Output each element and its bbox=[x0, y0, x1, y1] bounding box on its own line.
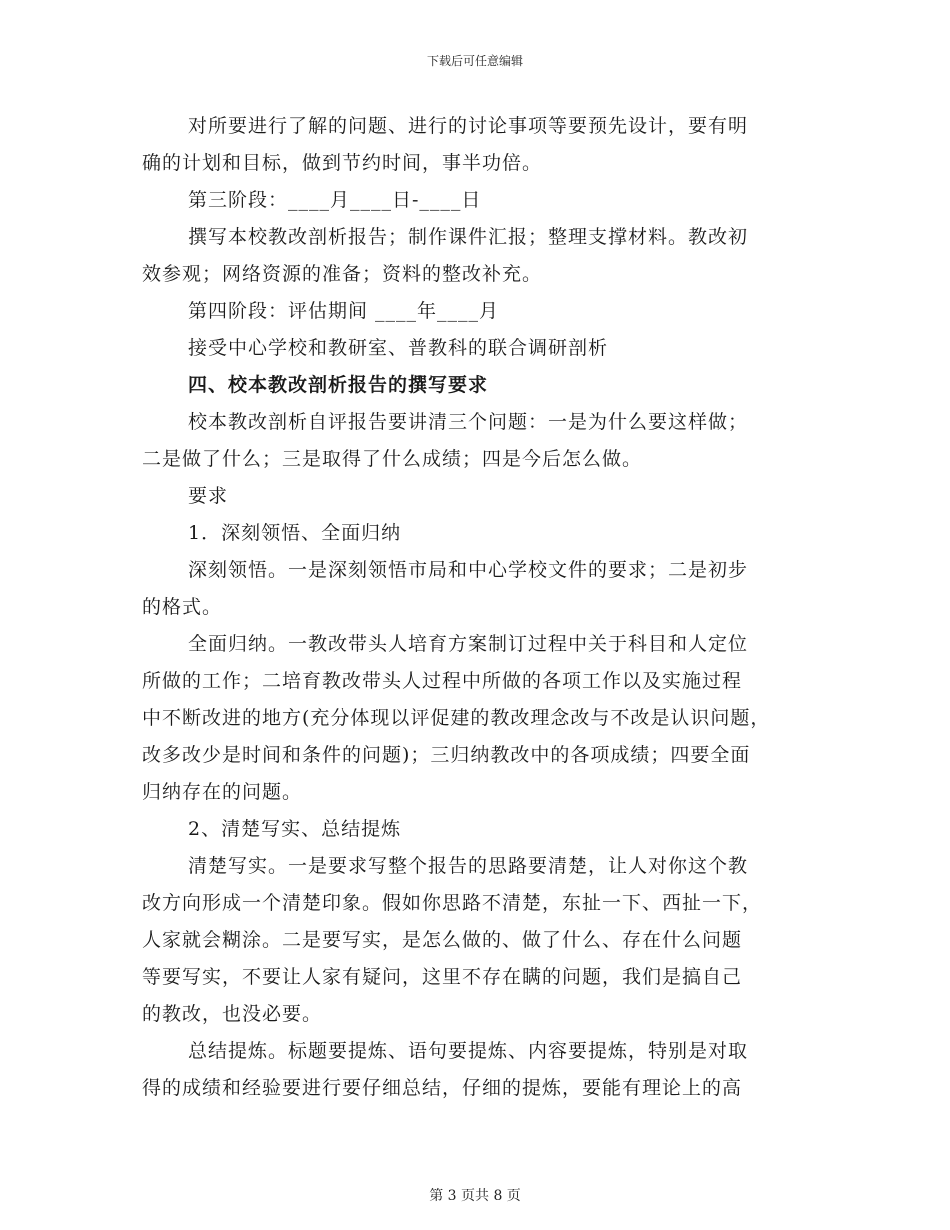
text-line: 第三阶段：____月____日-____日 bbox=[188, 189, 482, 211]
text-line: 效参观；网络资源的准备；资料的整改补充。 bbox=[142, 263, 543, 285]
text-line: 深刻领悟。一是深刻领悟市局和中心学校文件的要求；二是初步 bbox=[188, 559, 749, 581]
page-header: 下载后可任意编辑 bbox=[426, 54, 523, 68]
text-line: 改方向形成一个清楚印象。假如你思路不清楚，东扯一下、西扯一下， bbox=[142, 892, 763, 914]
text-line: 撰写本校教改剖析报告；制作课件汇报；整理支撑材料。教改初 bbox=[188, 226, 749, 248]
text-line: 对所要进行了解的问题、进行的讨论事项等要预先设计，要有明 bbox=[188, 115, 749, 137]
text-line: 的教改，也没必要。 bbox=[142, 1003, 323, 1025]
text-line: 总结提炼。标题要提炼、语句要提炼、内容要提炼，特别是对取 bbox=[188, 1040, 749, 1062]
section-heading: 四、校本教改剖析报告的撰写要求 bbox=[188, 374, 489, 396]
text-line: 要求 bbox=[188, 485, 229, 507]
text-line: 2、清楚写实、总结提炼 bbox=[188, 818, 402, 840]
text-line: 得的成绩和经验要进行要仔细总结，仔细的提炼，要能有理论上的高 bbox=[142, 1077, 743, 1099]
text-line: 确的计划和目标，做到节约时间，事半功倍。 bbox=[142, 152, 543, 174]
text-line: 接受中心学校和教研室、普教科的联合调研剖析 bbox=[188, 337, 609, 359]
text-line: 所做的工作；二培育教改带头人过程中所做的各项工作以及实施过程 bbox=[142, 670, 743, 692]
text-line: 全面归纳。一教改带头人培育方案制订过程中关于科目和人定位 bbox=[188, 633, 749, 655]
text-line: 改多改少是时间和条件的问题)；三归纳教改中的各项成绩；四要全面 bbox=[142, 744, 751, 766]
text-line: 归纳存在的问题。 bbox=[142, 781, 303, 803]
document-body bbox=[142, 108, 810, 1107]
text-line: 等要写实，不要让人家有疑问，这里不存在瞒的问题，我们是搞自己 bbox=[142, 966, 743, 988]
text-line: 校本教改剖析自评报告要讲清三个问题：一是为什么要这样做； bbox=[188, 411, 749, 433]
page-footer: 第 3 页共 8 页 bbox=[429, 1188, 521, 1204]
text-line: 1．深刻领悟、全面归纳 bbox=[188, 522, 402, 544]
text-line: 人家就会糊涂。二是要写实，是怎么做的、做了什么、存在什么问题 bbox=[142, 929, 743, 951]
text-line: 中不断改进的地方(充分体现以评促建的教改理念改与不改是认识问题， bbox=[142, 707, 771, 729]
text-line: 二是做了什么；三是取得了什么成绩；四是今后怎么做。 bbox=[142, 448, 643, 470]
text-line: 清楚写实。一是要求写整个报告的思路要清楚，让人对你这个教 bbox=[188, 855, 749, 877]
text-line: 第四阶段：评估期间 ____年____月 bbox=[188, 300, 500, 322]
text-line: 的格式。 bbox=[142, 596, 223, 618]
